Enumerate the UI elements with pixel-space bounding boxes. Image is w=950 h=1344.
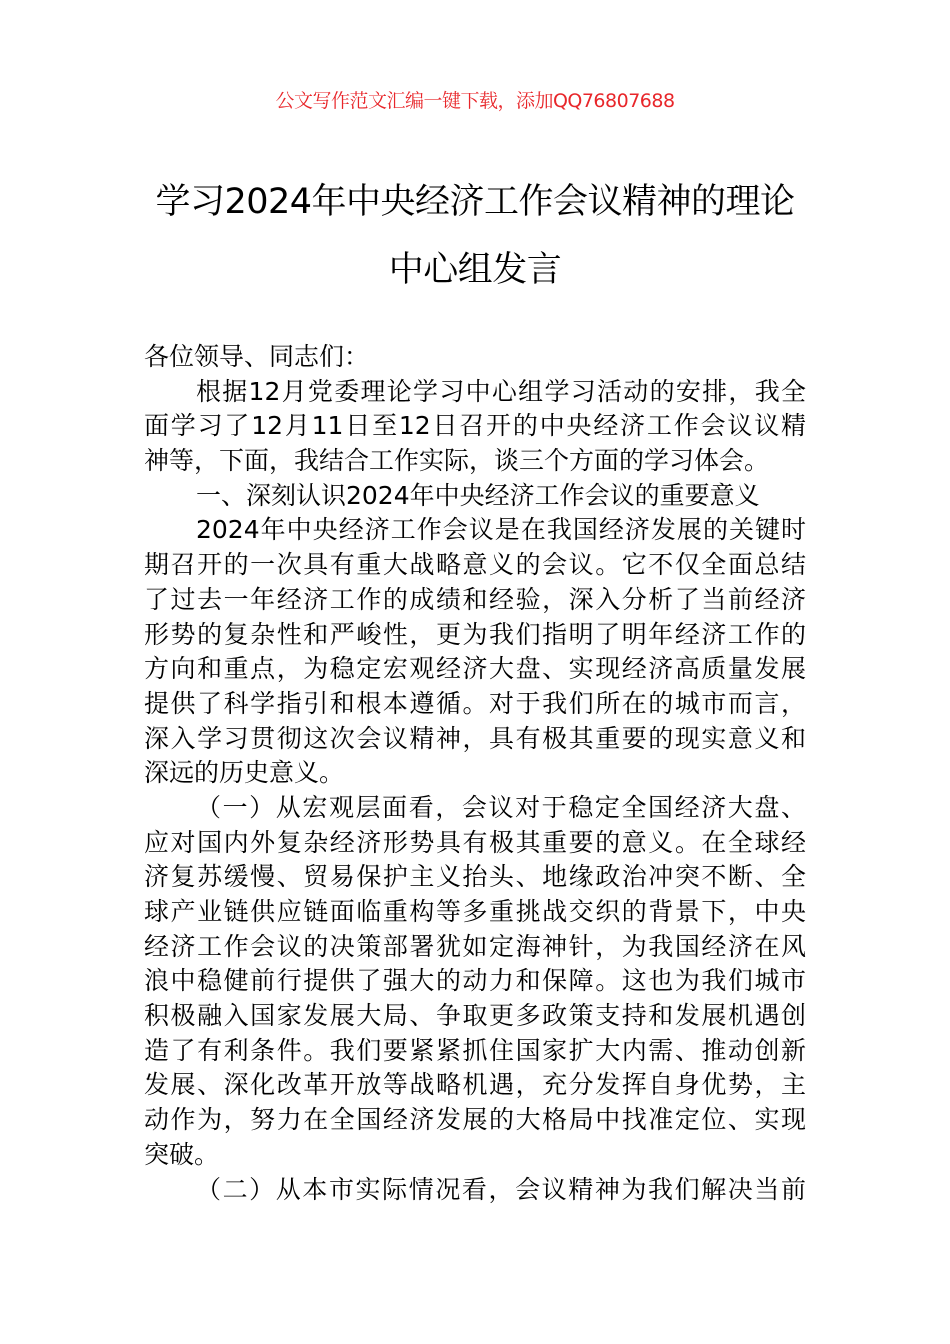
text-line: 应对国内外复杂经济形势具有极其重要的意义。在全球经 <box>144 827 806 857</box>
text-line: 提供了科学指引和根本遵循。对于我们所在的城市而言， <box>144 688 806 718</box>
paragraph <box>144 513 806 791</box>
text-line: 深远的历史意义。 <box>144 758 345 788</box>
text-line: 2024年中央经济工作会议是在我国经济发展的关键时 <box>196 515 806 545</box>
paragraph <box>144 479 806 514</box>
text-line: 一、深刻认识2024年中央经济工作会议的重要意义 <box>196 480 760 510</box>
text-line: 神等，下面，我结合工作实际，谈三个方面的学习体会。 <box>144 446 770 476</box>
text-line: 造了有利条件。我们要紧紧抓住国家扩大内需、推动创新 <box>144 1035 806 1065</box>
paragraph <box>144 375 806 479</box>
text-line: 面学习了12月11日至12日召开的中央经济工作会议议精 <box>144 411 806 441</box>
paragraph <box>144 340 806 375</box>
text-line: 积极融入国家发展大局、争取更多政策支持和发展机遇创 <box>144 1001 806 1031</box>
text-line: （一）从宏观层面看，会议对于稳定全国经济大盘、 <box>196 792 806 822</box>
text-line: 球产业链供应链面临重构等多重挑战交织的背景下，中央 <box>144 897 806 926</box>
text-line: 发展、深化改革开放等战略机遇，充分发挥自身优势，主 <box>144 1070 806 1100</box>
text-line: 了过去一年经济工作的成绩和经验，深入分析了当前经济 <box>144 584 806 614</box>
watermark-header: 公文写作范文汇编一键下载，添加QQ76807688 <box>275 90 675 112</box>
text-line: 突破。 <box>144 1139 220 1169</box>
text-line: 动作为，努力在全国经济发展的大格局中找准定位、实现 <box>144 1105 806 1135</box>
text-line: 根据12月党委理论学习中心组学习活动的安排，我全 <box>196 376 806 406</box>
text-line: 浪中稳健前行提供了强大的动力和保障。这也为我们城市 <box>144 966 806 996</box>
text-line: 期召开的一次具有重大战略意义的会议。它不仅全面总结 <box>144 550 806 580</box>
document-title-line-2: 中心组发言 <box>388 250 562 290</box>
text-line: 经济工作会议的决策部署犹如定海神针，为我国经济在风 <box>144 931 806 961</box>
document-body <box>144 340 806 1207</box>
text-line: 各位领导、同志们： <box>144 342 370 371</box>
paragraph <box>144 1173 806 1208</box>
paragraph <box>144 791 806 1173</box>
text-line: 方向和重点，为稳定宏观经济大盘、实现经济高质量发展 <box>144 654 806 684</box>
text-line: （二）从本市实际情况看，会议精神为我们解决当前 <box>196 1174 806 1204</box>
document-title-line-1: 学习2024年中央经济工作会议精神的理论 <box>155 182 795 222</box>
text-line: 深入学习贯彻这次会议精神，具有极其重要的现实意义和 <box>144 723 806 753</box>
text-line: 形势的复杂性和严峻性，更为我们指明了明年经济工作的 <box>144 619 806 649</box>
text-line: 济复苏缓慢、贸易保护主义抬头、地缘政治冲突不断、全 <box>144 862 806 892</box>
